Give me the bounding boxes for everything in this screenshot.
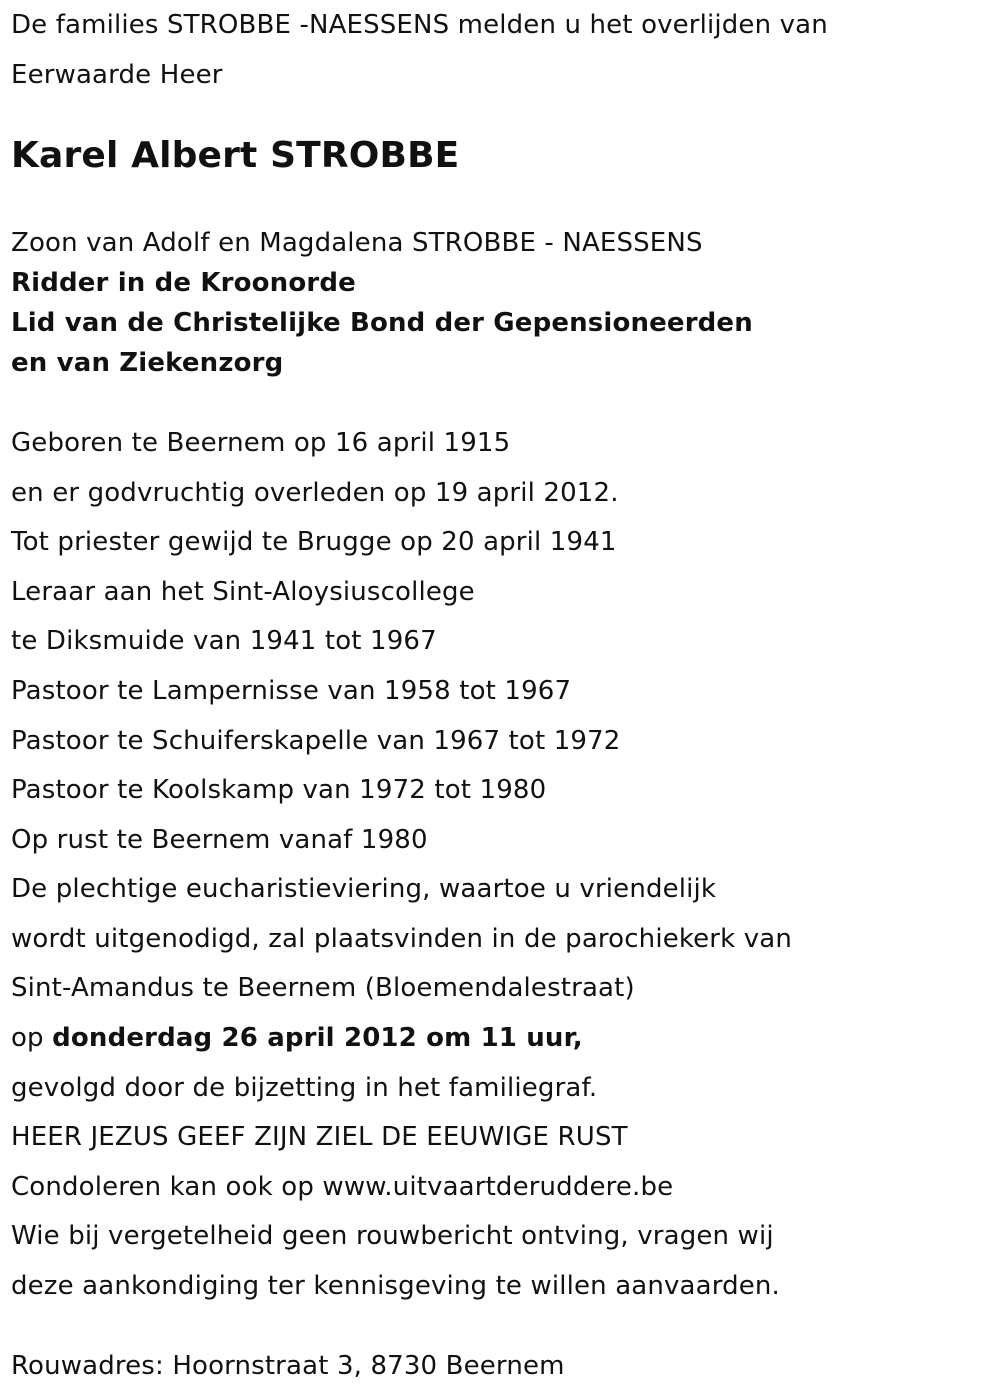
biography-line: en er godvruchtig overleden op 19 april 2012.: [11, 478, 619, 508]
mourning-address: Rouwadres: Hoornstraat 3, 8730 Beernem: [11, 1351, 565, 1381]
closing-line: HEER JEZUS GEEF ZIJN ZIEL DE EEUWIGE RUST: [11, 1122, 628, 1152]
biography-line: Pastoor te Lampernisse van 1958 tot 1967: [11, 676, 572, 706]
son-of-line: Zoon van Adolf en Magdalena STROBBE - NAESSENS: [11, 228, 703, 258]
closing-line: Condoleren kan ook op www.uitvaartderuddere.be: [11, 1172, 674, 1202]
membership-line-2: en van Ziekenzorg: [11, 348, 284, 378]
biography-line: Tot priester gewijd te Brugge op 20 april 1941: [11, 527, 617, 557]
biography-line: Pastoor te Schuiferskapelle van 1967 tot 1972: [11, 726, 621, 756]
biography-line: Leraar aan het Sint-Aloysiuscollege: [11, 577, 475, 607]
biography-line: wordt uitgenodigd, zal plaatsvinden in de parochiekerk van: [11, 924, 792, 954]
ceremony-line: [11, 1022, 583, 1054]
deceased-name: Karel Albert STROBBE: [11, 135, 460, 176]
intro-line-2: Eerwaarde Heer: [11, 60, 223, 90]
obituary-notice: [11, 0, 991, 1399]
biography-line: Sint-Amandus te Beernem (Bloemendalestraat): [11, 973, 635, 1003]
intro-line-1: De families STROBBE -NAESSENS melden u het overlijden van: [11, 10, 828, 40]
honor-line: Ridder in de Kroonorde: [11, 268, 356, 298]
biography-line: Op rust te Beernem vanaf 1980: [11, 825, 428, 855]
membership-line-1: Lid van de Christelijke Bond der Gepensioneerden: [11, 308, 753, 338]
closing-line: Wie bij vergetelheid geen rouwbericht ontving, vragen wij: [11, 1221, 774, 1251]
biography-line: te Diksmuide van 1941 tot 1967: [11, 626, 437, 656]
biography-line: Pastoor te Koolskamp van 1972 tot 1980: [11, 775, 547, 805]
closing-line: deze aankondiging ter kennisgeving te willen aanvaarden.: [11, 1271, 780, 1301]
ceremony-prefix: op: [11, 1023, 44, 1053]
biography-line: Geboren te Beernem op 16 april 1915: [11, 428, 511, 458]
ceremony-datetime: donderdag 26 april 2012 om 11 uur,: [52, 1023, 583, 1053]
biography-line: De plechtige eucharistieviering, waartoe u vriendelijk: [11, 874, 717, 904]
closing-line: gevolgd door de bijzetting in het familiegraf.: [11, 1073, 598, 1103]
